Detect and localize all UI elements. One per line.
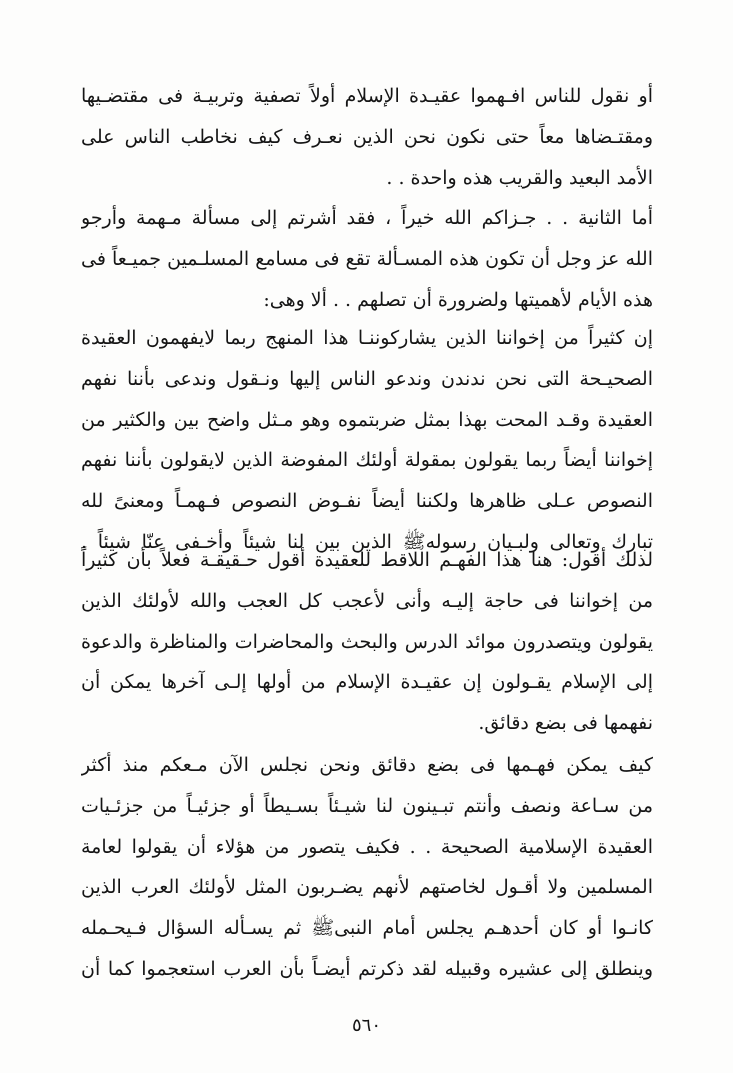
text-line: العقيدة الإسلامية الصحيحة . . فكيف يتصور من هؤلاء أن يقولوا لعامة [81, 835, 653, 858]
text-line: إن كثيراً من إخواننا الذين يشاركوننـا هذا المنهج ربما لايفهمون العقيدة [81, 327, 653, 349]
page-number: ٥٦٠ [351, 1015, 381, 1036]
text-line: وينطلق إلى عشيره وقبيله لقد ذكرتم أيضـاً بأن العرب استعجموا كما أن [81, 957, 653, 980]
text-line: النصوص عـلى ظاهرها ولكننا أيضاً نفـوض النصوص فـهمـاً ومعنىً لله [81, 490, 653, 513]
text-line: العقيدة وقـد المحت بهذا بمثل ضربتموه وهو مـثل واضح بين والكثير من [81, 408, 653, 431]
text-line: أو نقول للناس افـهموا عقيـدة الإسلام أولاً تصفية وتربيـة فى مقتضـيها [81, 85, 653, 107]
paragraph-2 [81, 198, 653, 320]
text-line: الله عز وجل أن تكون هذه المسـألة تقع فى مسامع المسلـمين جميـعاً فى [81, 247, 653, 270]
paragraph-5 [81, 745, 653, 990]
text-line: إلى الإسلام يقـولون إن عقيـدة الإسلام من أولها إلـى آخرها يمكن أن [81, 671, 653, 694]
text-line: إخواننا أيضاً ربما يقولون بمقولة أولئك المفوضة الذين لايقولون بأننا نفهم [81, 449, 653, 472]
text-line: لذلك أقول: هنا هذا الفهـم اللاقط للعقيدة أقول حـقيقـة فعلاً بأن كثيراً [81, 549, 653, 571]
text-line: الأمد البعيد والقريب هذه واحدة . . [386, 166, 653, 189]
text-line: نفهمها فى بضع دقائق. [478, 712, 653, 735]
paragraph-1 [81, 76, 653, 198]
paragraph-3 [81, 318, 653, 563]
text-line: تبارك وتعالى ولبـيان رسولهﷺ الذين بين لنا شيئاً وأخـفى عنّا شيئاً . [81, 530, 653, 553]
text-line: الصحيـحة التى نحن ندندن وندعو الناس إليها ونـقول وندعى بأننا نفهم [81, 367, 653, 390]
text-line: يقولون ويتصدرون موائد الدرس والبحث والمحاضرات والمناظرة والدعوة [81, 630, 653, 653]
paragraph-4 [81, 540, 653, 744]
text-line: ومقتـضاها معاً حتى نكون نحن الذين نعـرف كيف نخاطب الناس على [81, 125, 653, 148]
text-line: أما الثانية . . جـزاكم الله خيراً ، فقد أشرتم إلى مسألة مـهمة وأرجو [81, 207, 653, 229]
text-line: من سـاعة ونصف وأنتم تبـينون لنا شيـئاً بسـيطاً أو جزئيـاً من جزئـيات [81, 794, 653, 817]
text-line: كيف يمكن فهـمها فى بضع دقائق ونحن نجلس الآن مـعكم منذ أكثر [81, 754, 653, 776]
text-line: من إخواننا فى حاجة إليـه وأنى لأعجب كل العجب والله لأولئك الذين [81, 589, 653, 612]
text-line: كانـوا أو كان أحدهـم يجلس أمام النبىﷺ ثم يسـأله السؤال فـيحـمله [81, 917, 653, 940]
text-line: المسلمين ولا أقـول لخاصتهم لأنهم يضـربون المثل لأولئك العرب الذين [81, 876, 653, 899]
text-line: هذه الأيام لأهميتها ولضرورة أن تصلهم . . ألا وهى: [263, 288, 653, 311]
